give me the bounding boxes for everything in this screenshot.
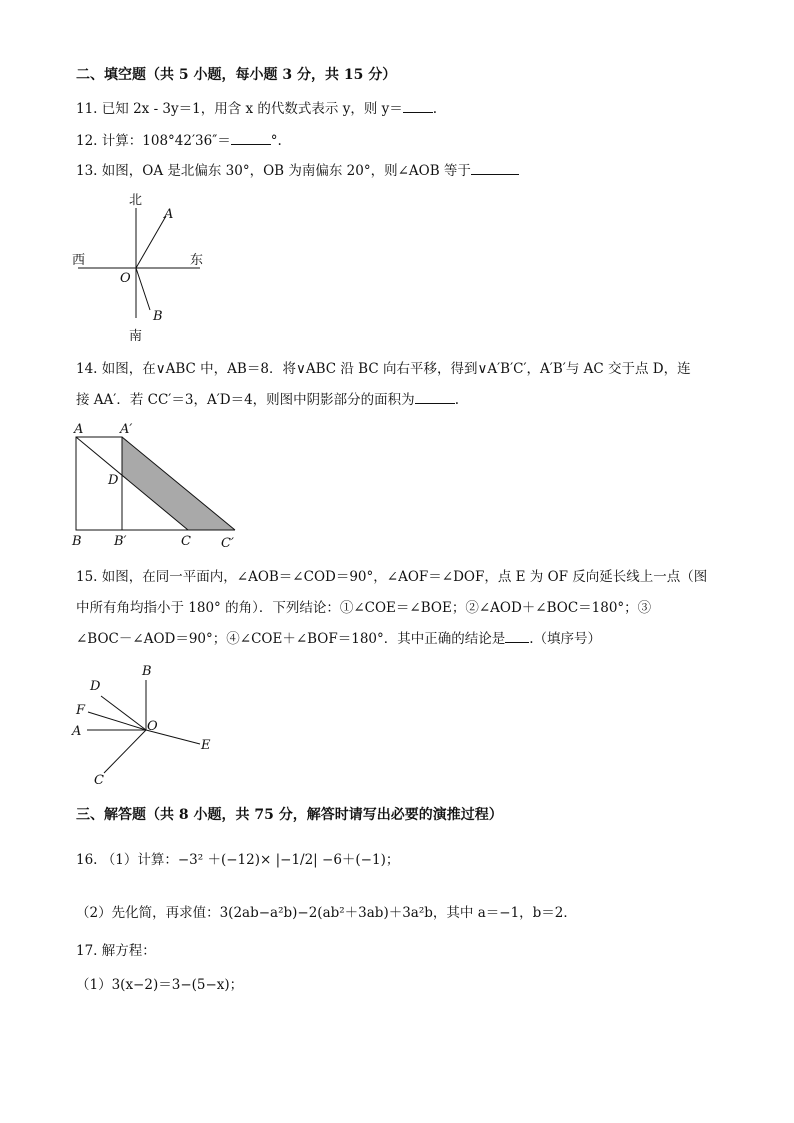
section-answer-title: 三、解答题（共 8 小题，共 75 分，解答时请写出必要的演推过程） (76, 807, 503, 823)
q14-answer-blank[interactable] (415, 391, 455, 404)
q15-end: .（填序号） (529, 631, 602, 647)
label-C-prime: C′ (221, 536, 234, 551)
question-17-part1: （1）3(x−2)＝3−(5−x)； (76, 977, 244, 993)
label-west: 西 (72, 253, 86, 268)
q14-end: . (454, 392, 459, 408)
q12-answer-blank[interactable] (231, 132, 271, 145)
q12-end: °. (270, 133, 282, 149)
label-B: B (72, 534, 82, 549)
q11-answer-blank[interactable] (403, 100, 433, 113)
label-E: E (201, 738, 211, 753)
label-south: 南 (129, 329, 143, 344)
section-fill-title: 二、填空题（共 5 小题，每小题 3 分，共 15 分） (76, 67, 397, 83)
question-14-line2 (76, 391, 459, 409)
ray-OB (136, 268, 150, 310)
q14-triangle-figure (70, 420, 260, 550)
question-12 (76, 132, 282, 150)
question-15-line2: 中所有角均指小于 180° 的角）．下列结论：①∠COE＝∠BOE；②∠AOD＋∠BOC＝180°；③ (76, 600, 652, 616)
label-A-prime: A′ (120, 422, 133, 437)
ray-OD (101, 696, 146, 730)
label-B: B (142, 664, 152, 679)
question-14-line1: 14. 如图，在∨ABC 中，AB＝8．将∨ABC 沿 BC 向右平移，得到∨A′B′C′，A′B′与 AC 交于点 D，连 (76, 361, 691, 377)
q13-compass-figure (70, 188, 210, 348)
q15-text: ∠BOC－∠AOD＝90°；④∠COE＋∠BOF＝180°．其中正确的结论是 (76, 631, 506, 647)
q15-angles-figure (70, 660, 230, 790)
q11-text: 已知 2x - 3y＝1，用含 x 的代数式表示 y，则 y＝ (101, 101, 403, 117)
question-15-line3 (76, 630, 601, 648)
label-B: B (153, 309, 163, 324)
label-D: D (108, 473, 119, 488)
label-F: F (76, 703, 86, 718)
label-D: D (90, 679, 101, 694)
label-east: 东 (190, 253, 204, 268)
q12-number: 12. (76, 133, 98, 149)
q11-number: 11. (76, 101, 98, 117)
label-A: A (74, 422, 84, 437)
question-11 (76, 100, 437, 118)
ray-OC (104, 730, 146, 773)
label-A: A (72, 724, 82, 739)
label-A: A (164, 207, 174, 222)
label-north: 北 (129, 193, 143, 208)
q13-answer-blank[interactable] (471, 162, 519, 175)
q12-text: 计算：108°42′36″＝ (101, 133, 231, 149)
label-C: C (94, 773, 104, 788)
label-B-prime: B′ (114, 534, 127, 549)
question-16-part2: （2）先化简，再求值：3(2ab−a²b)−2(ab²＋3ab)＋3a²b，其中 a＝−1，b＝2． (76, 905, 577, 921)
label-C: C (181, 534, 191, 549)
q11-end: . (432, 101, 438, 117)
q14-text: 接 AA′．若 CC′＝3，A′D＝4，则图中阴影部分的面积为 (76, 392, 415, 408)
q15-answer-blank[interactable] (505, 630, 529, 643)
ray-OA (136, 216, 166, 268)
ray-OF (88, 712, 146, 730)
question-13 (76, 162, 519, 180)
q13-text: 13. 如图，OA 是北偏东 30°，OB 为南偏东 20°，则∠AOB 等于 (76, 163, 471, 179)
question-16-part1: 16. （1）计算：−3² ＋(−12)× |−1/2| −6＋(−1)； (76, 852, 400, 868)
question-17-title: 17. 解方程： (76, 943, 156, 959)
label-O: O (120, 271, 131, 286)
question-15-line1: 15. 如图，在同一平面内，∠AOB＝∠COD＝90°，∠AOF＝∠DOF，点 E 为 OF 反向延长线上一点（图 (76, 569, 708, 585)
label-O: O (147, 719, 158, 734)
